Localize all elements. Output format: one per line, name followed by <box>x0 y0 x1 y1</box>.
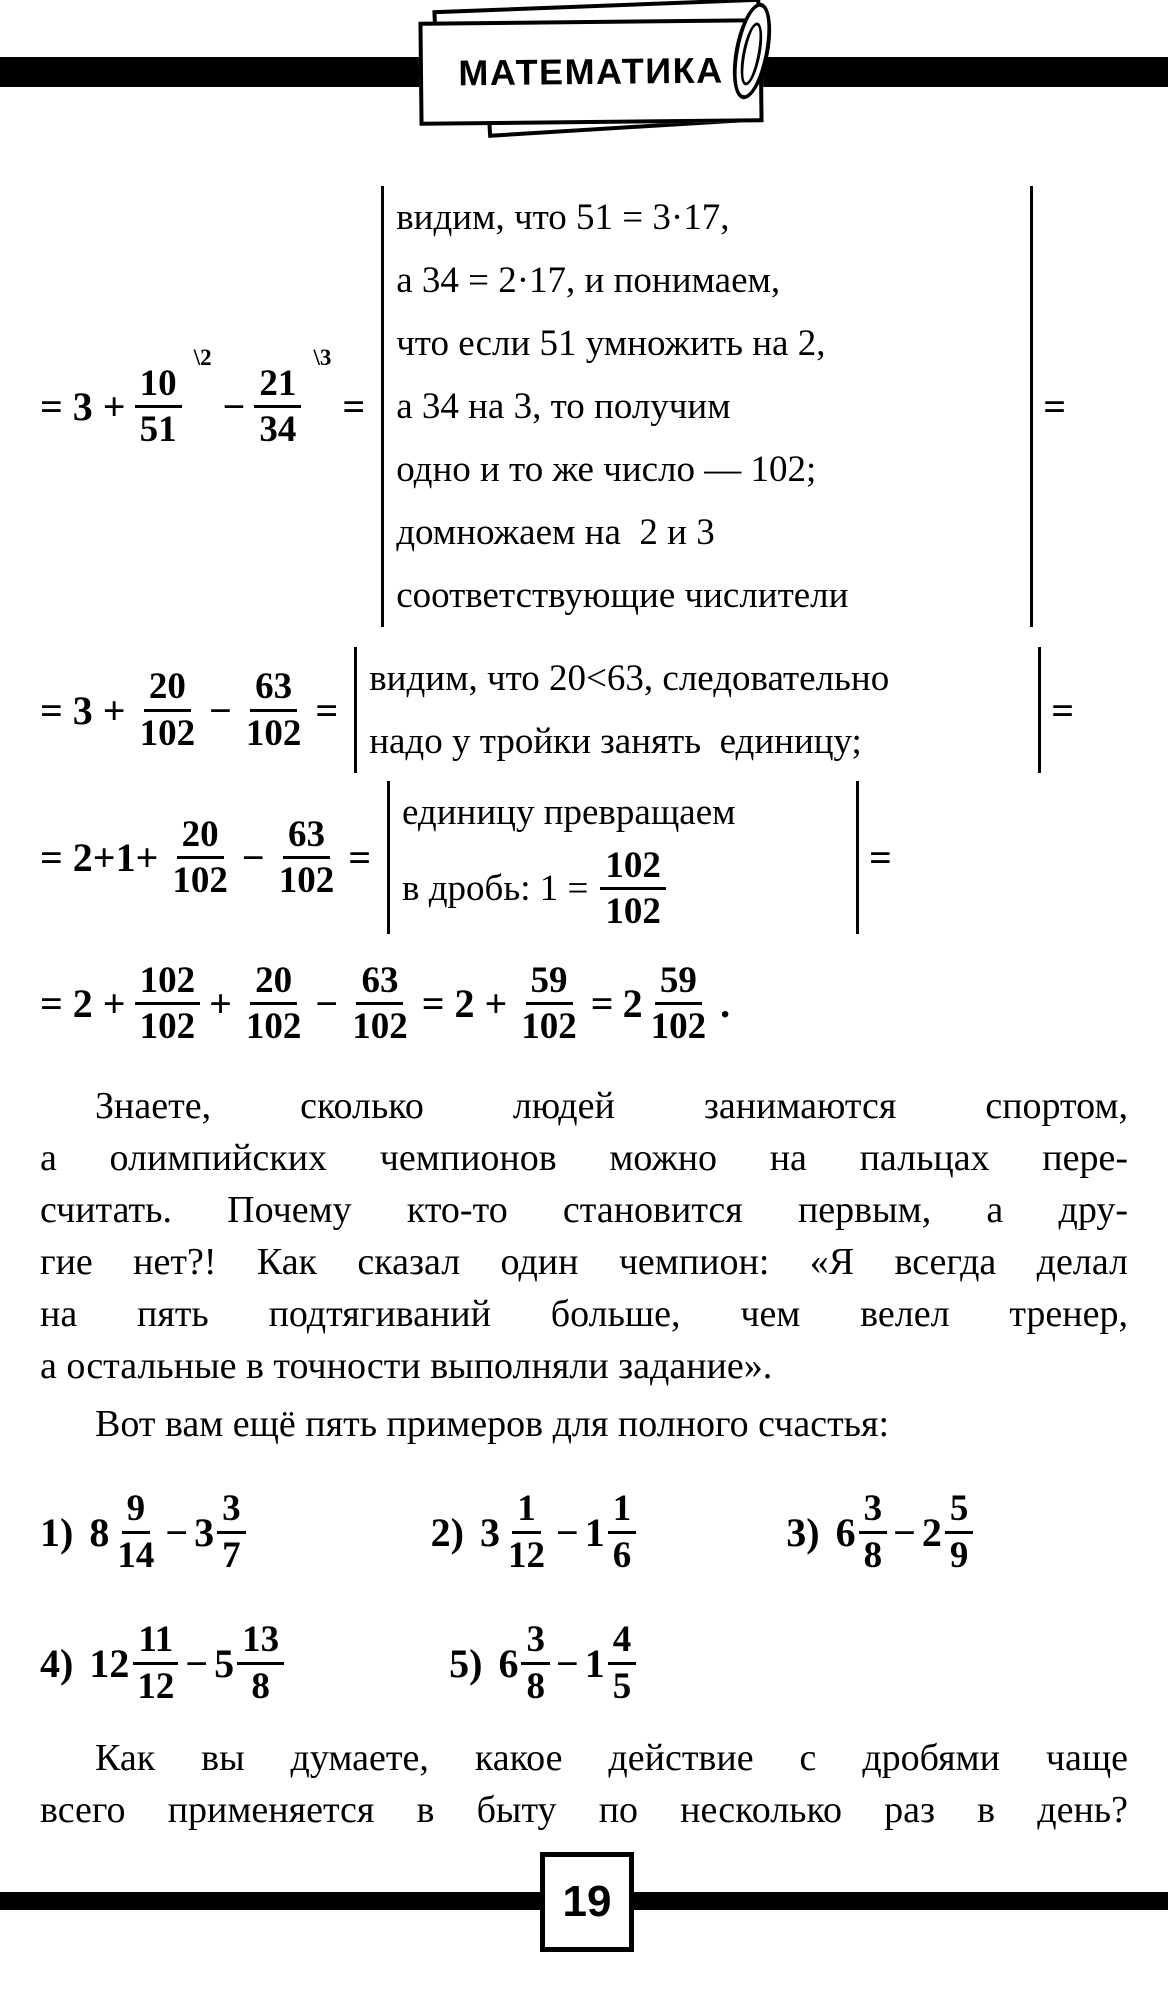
denominator: 14 <box>117 1534 155 1576</box>
whole-number: 12 <box>89 1640 130 1686</box>
numerator: 3 <box>217 1487 246 1533</box>
fraction <box>274 813 340 903</box>
exercise-label: 1) <box>40 1509 74 1555</box>
denominator: 5 <box>612 1665 632 1707</box>
exercise-4 <box>40 1618 284 1708</box>
note-line: видим, что 51 = 3·17, <box>396 197 730 238</box>
mixed-number <box>922 1487 974 1577</box>
mixed-number <box>480 1487 550 1577</box>
equation-left <box>40 665 338 755</box>
exercise-expression <box>836 1487 974 1577</box>
whole-number: 2 <box>921 1509 942 1555</box>
fraction <box>135 959 201 1049</box>
denominator: 12 <box>507 1534 545 1576</box>
exercise-row-1 <box>40 1480 1128 1585</box>
numerator: 1 <box>608 1487 637 1533</box>
exercise-label: 5) <box>449 1640 483 1686</box>
fraction <box>646 959 712 1049</box>
numerator: 13 <box>237 1618 284 1664</box>
note-line: а 34 на 3, то получим <box>396 386 731 427</box>
fraction <box>241 959 307 1049</box>
numerator: 63 <box>283 813 330 859</box>
equation-step-3 <box>40 781 1128 934</box>
explanation-note <box>354 647 1041 773</box>
denominator: 102 <box>139 712 196 754</box>
math-text: = 3 + <box>40 687 126 733</box>
denominator: 102 <box>278 859 335 901</box>
equation-step-2 <box>40 647 1128 773</box>
math-text: − <box>893 1509 916 1555</box>
denominator: 8 <box>526 1665 545 1707</box>
numerator: 11 <box>133 1618 178 1664</box>
exercise-expression <box>480 1487 636 1577</box>
denominator: 102 <box>172 859 228 901</box>
denominator: 34 <box>259 409 297 450</box>
whole-number: 8 <box>89 1509 110 1555</box>
fraction <box>945 1487 974 1577</box>
exercise-2 <box>431 1487 637 1577</box>
whole-number: 6 <box>498 1640 519 1686</box>
fraction <box>135 344 212 452</box>
whole-number: 1 <box>584 1509 605 1555</box>
fraction <box>241 665 307 755</box>
denominator: 102 <box>650 1006 707 1048</box>
whole-number: 5 <box>214 1640 235 1686</box>
numerator: 59 <box>526 959 573 1005</box>
text-line: считать. Почему кто-то становится первым, а дру- <box>40 1188 1128 1231</box>
note-line: видим, что 20<63, следовательно <box>369 658 890 699</box>
math-text: = <box>342 384 366 429</box>
fraction <box>254 344 332 452</box>
numerator: 102 <box>135 959 201 1005</box>
math-text: = <box>348 834 371 880</box>
math-text: = 2 + <box>421 981 508 1027</box>
whole-number: 6 <box>835 1509 856 1555</box>
note-line: единицу превращаем <box>401 792 736 833</box>
note-line: одно и то же число — 102; <box>396 449 817 490</box>
paragraph-intro: Вот вам ещё пять примеров для полного счастья: <box>95 1402 890 1445</box>
numerator: 9 <box>122 1487 151 1533</box>
numerator: 5 <box>945 1487 974 1533</box>
note-line: что если 51 умножить на 2, <box>396 323 826 364</box>
math-text: − <box>222 384 246 429</box>
denominator: 51 <box>139 409 177 450</box>
numerator: 20 <box>177 813 224 859</box>
equation-step-1 <box>40 186 1128 627</box>
fraction <box>608 1487 637 1577</box>
numerator: 59 <box>655 959 702 1005</box>
exercise-1 <box>40 1487 246 1577</box>
fraction <box>859 1487 888 1577</box>
math-text: − <box>165 1509 189 1555</box>
numerator: 4 <box>608 1618 637 1664</box>
math-text: = 3 + <box>40 384 126 429</box>
denominator: 7 <box>222 1534 241 1576</box>
exercise-label: 3) <box>786 1509 820 1555</box>
exercise-label: 2) <box>430 1509 464 1555</box>
mixed-number <box>498 1618 550 1708</box>
fraction <box>237 1618 284 1708</box>
math-text: + <box>209 981 232 1027</box>
denominator: 8 <box>863 1534 883 1576</box>
math-text: = <box>590 981 614 1027</box>
numerator: 20 <box>144 665 191 711</box>
chapter-badge <box>405 4 785 132</box>
denominator: 102 <box>605 891 661 933</box>
math-text: = 2 + <box>40 981 126 1027</box>
numerator: 20 <box>250 959 297 1005</box>
mixed-number <box>585 1618 637 1708</box>
fraction <box>521 1618 550 1708</box>
text-line: всего применяется в быту по несколько раз в день? <box>40 1788 1128 1831</box>
denominator: 102 <box>245 1006 302 1048</box>
denominator: 6 <box>612 1534 632 1576</box>
numerator: 1 <box>512 1487 541 1533</box>
text-line: гие нет?! Как сказал один чемпион: «Я всегда делал <box>40 1240 1128 1283</box>
fraction <box>135 665 201 755</box>
numerator: 63 <box>250 665 297 711</box>
mixed-number <box>623 959 712 1049</box>
denominator: 102 <box>352 1006 408 1048</box>
equation-continues-sign: = <box>1043 384 1066 429</box>
exercise-5 <box>449 1618 636 1708</box>
text-line: Знаете, сколько людей занимаются спортом, <box>95 1084 1128 1127</box>
math-text: в дробь: 1 = <box>401 868 589 910</box>
fraction <box>347 959 413 1049</box>
mixed-number <box>194 1487 246 1577</box>
expansion-mark: \3 <box>313 344 332 370</box>
note-line: а 34 = 2·17, и понимаем, <box>396 260 781 301</box>
page-number: 19 <box>562 1877 612 1926</box>
denominator: 12 <box>137 1665 175 1707</box>
whole-number: 2 <box>622 981 643 1027</box>
math-text: = <box>315 687 339 733</box>
explanation-note <box>381 186 1033 627</box>
paragraph-question <box>40 1732 1128 1836</box>
whole-number: 1 <box>584 1640 605 1686</box>
text-line: Как вы думаете, какое действие с дробями чаще <box>95 1736 1128 1779</box>
exercise-label: 4) <box>40 1640 74 1686</box>
whole-number: 3 <box>479 1509 500 1555</box>
mixed-number <box>89 1618 179 1708</box>
fraction <box>608 1618 637 1708</box>
equation-left <box>40 813 371 903</box>
numerator: 10 <box>135 362 182 408</box>
math-text: − <box>555 1640 579 1686</box>
explanation-note <box>387 781 859 934</box>
math-text: − <box>185 1640 209 1686</box>
exercise-expression <box>89 1618 284 1708</box>
page-content <box>40 148 1128 1836</box>
mixed-number <box>585 1487 637 1577</box>
exercise-expression <box>498 1618 636 1708</box>
equation-continues-sign: = <box>1051 687 1074 733</box>
whole-number: 3 <box>194 1509 215 1555</box>
paragraph-sport <box>40 1080 1128 1392</box>
expansion-mark: \2 <box>193 344 212 370</box>
fraction <box>132 1618 179 1708</box>
text-line: а олимпийских чемпионов можно на пальцах пере- <box>40 1136 1128 1179</box>
fraction <box>516 959 582 1049</box>
fraction <box>217 1487 246 1577</box>
numerator: 63 <box>356 959 403 1005</box>
note-line: домножаем на 2 и 3 <box>396 512 715 553</box>
math-text: − <box>241 834 265 880</box>
math-text: . <box>720 981 731 1027</box>
mixed-number <box>836 1487 888 1577</box>
equation-left <box>40 344 366 452</box>
math-text: − <box>315 981 339 1027</box>
exercise-expression <box>89 1487 245 1577</box>
numerator: 3 <box>521 1618 550 1664</box>
denominator: 8 <box>251 1665 270 1707</box>
equation-continues-sign: = <box>868 834 892 880</box>
denominator: 9 <box>949 1534 969 1576</box>
denominator: 102 <box>245 712 302 754</box>
equation-result <box>40 959 730 1049</box>
denominator: 102 <box>139 1006 196 1048</box>
exercise-row-2 <box>40 1611 1128 1716</box>
text-line: а остальные в точности выполняли задание». <box>40 1344 773 1387</box>
math-text: − <box>209 687 232 733</box>
note-line: надо у тройки занять единицу; <box>369 721 862 762</box>
mixed-number <box>214 1618 284 1708</box>
note-line <box>402 844 842 934</box>
numerator: 3 <box>859 1487 888 1533</box>
math-text: = 2+1+ <box>40 834 159 880</box>
numerator: 21 <box>254 362 301 408</box>
chapter-title: МАТЕМАТИКА <box>458 49 724 94</box>
fraction <box>503 1487 550 1577</box>
exercise-3 <box>786 1487 973 1577</box>
fraction <box>167 813 233 903</box>
equation-step-4 <box>40 944 1128 1064</box>
note-line: соответствующие числители <box>396 575 849 616</box>
math-text: − <box>555 1509 579 1555</box>
text-line: на пять подтягиваний больше, чем велел тренер, <box>40 1292 1128 1335</box>
numerator: 102 <box>600 844 666 890</box>
mixed-number <box>89 1487 159 1577</box>
page-number-box <box>540 1852 634 1952</box>
denominator: 102 <box>521 1006 577 1048</box>
fraction <box>600 844 666 934</box>
fraction <box>112 1487 159 1577</box>
badge-box <box>418 18 763 126</box>
